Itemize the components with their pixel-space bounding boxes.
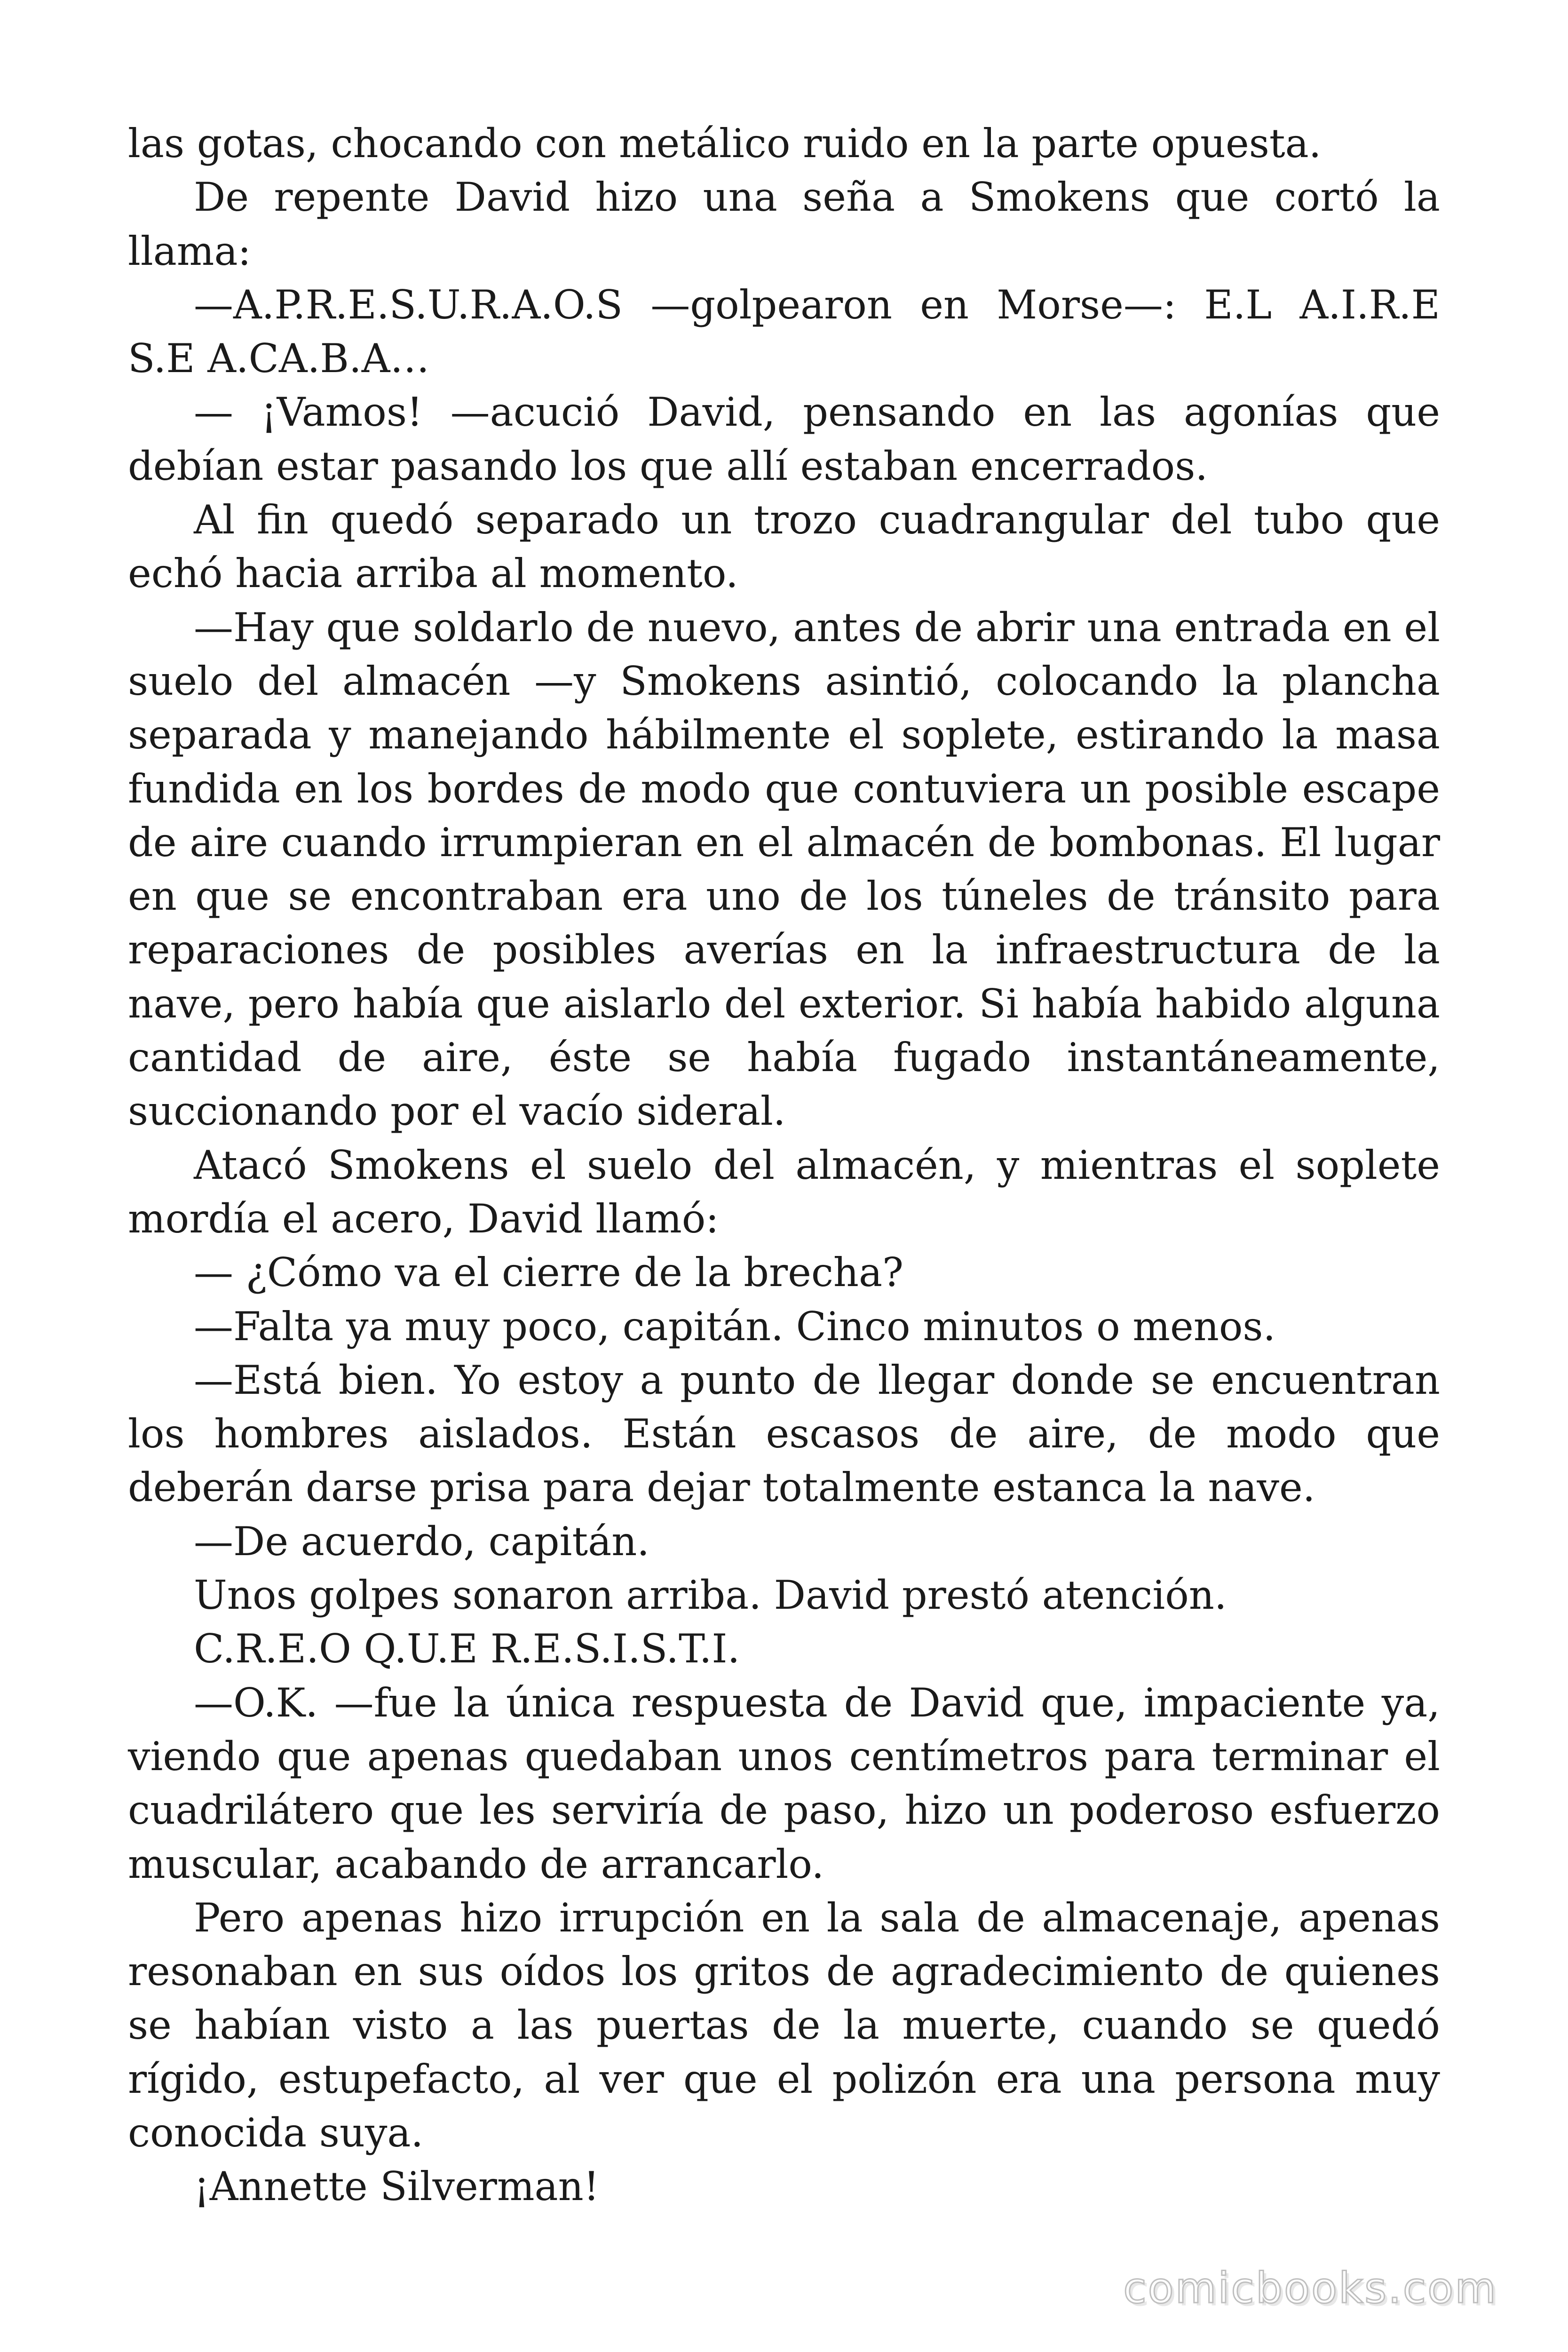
paragraph-8: — ¿Cómo va el cierre de la brecha? [194, 1249, 904, 1296]
paragraph-3: —A.P.R.E.S.U.R.A.O.S —golpearon en Morse—: E.L A.I.R.E S.E A.CA.B.A… [128, 281, 1440, 382]
paragraph-1: las gotas, chocando con metálico ruido en la parte opuesta. [128, 120, 1322, 167]
paragraph-16: ¡Annette Silverman! [194, 2163, 600, 2210]
paragraph-13: C.R.E.O Q.U.E R.E.S.I.S.T.I. [194, 1626, 740, 1672]
paragraph-11: —De acuerdo, capitán. [194, 1518, 649, 1565]
paragraph-15: Pero apenas hizo irrupción en la sala de almacenaje, apenas resonaban en sus oídos los gritos de agradecimiento de quienes se habían visto a las puertas de la muerte, cuando se quedó rígido, estupefacto, al ver que el polizón era una persona muy conocida suya. [128, 1894, 1440, 2156]
paragraph-2: De repente David hizo una seña a Smokens que cortó la llama: [128, 174, 1440, 274]
paragraph-9: —Falta ya muy poco, capitán. Cinco minutos o menos. [194, 1303, 1276, 1350]
paragraph-4: — ¡Vamos! —acució David, pensando en las agonías que debían estar pasando los que allí estaban encerrados. [128, 389, 1440, 489]
paragraph-10: —Está bien. Yo estoy a punto de llegar donde se encuentran los hombres aislados. Están escasos de aire, de modo que deberán darse prisa para dejar totalmente estanca la nave. [128, 1357, 1440, 1511]
paragraph-14: —O.K. —fue la única respuesta de David que, impaciente ya, viendo que apenas quedaban unos centímetros para terminar el cuadrilátero que les serviría de paso, hizo un poderoso esfuerzo muscular, acabando de arrancarlo. [128, 1679, 1440, 1887]
watermark: comicbooks.com [1123, 2264, 1497, 2313]
paragraph-12: Unos golpes sonaron arriba. David prestó atención. [194, 1572, 1227, 1619]
page-body [128, 117, 1440, 2214]
paragraph-6: —Hay que soldarlo de nuevo, antes de abrir una entrada en el suelo del almacén —y Smokens asintió, colocando la plancha separada y manejando hábilmente el soplete, estirando la masa fundida en los bordes de modo que contuviera un posible escape de aire cuando irrumpieran en el almacén de bombonas. El lugar en que se encontraban era uno de los túneles de tránsito para reparaciones de posibles averías en la infraestructura de la nave, pero había que aislarlo del exterior. Si había habido alguna cantidad de aire, éste se había fugado instantáneamente, succionando por el vacío sideral. [128, 604, 1440, 1135]
paragraph-7: Atacó Smokens el suelo del almacén, y mientras el soplete mordía el acero, David llamó: [128, 1142, 1440, 1242]
paragraph-5: Al fin quedó separado un trozo cuadrangular del tubo que echó hacia arriba al momento. [128, 497, 1440, 597]
